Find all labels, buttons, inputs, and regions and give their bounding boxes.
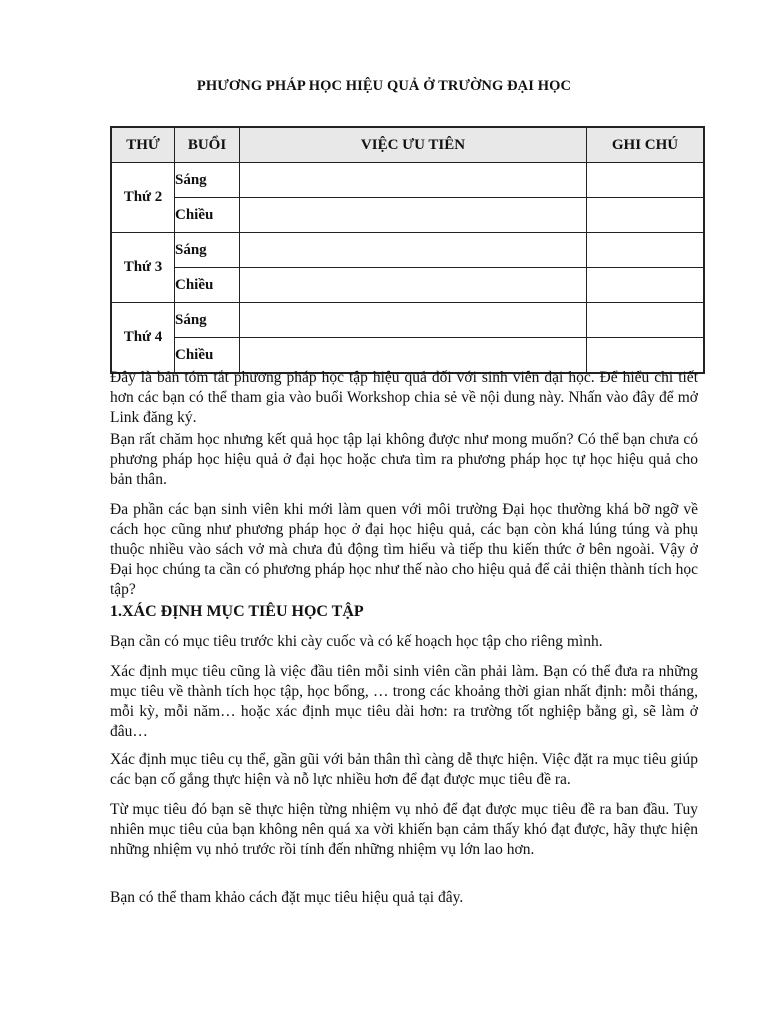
priority-cell bbox=[240, 163, 587, 198]
goal-paragraph-5: Bạn có thể tham khảo cách đặt mục tiêu hiệu quả tại đây. bbox=[110, 889, 464, 906]
goal-paragraph-4: Từ mục tiêu đó bạn sẽ thực hiện từng nhiệm vụ nhỏ để đạt được mục tiêu đề ra ban đầu. Tuy nhiên mục tiêu của bạn không nên quá xa vời khiến bạn cảm thấy khó đạt được, hãy thực hiện những nhiệm vụ nhỏ trước rồi tính đến những nhiệm vụ lớn lao hơn. bbox=[110, 801, 698, 858]
section-heading: 1.XÁC ĐỊNH MỤC TIÊU HỌC TẬP bbox=[110, 603, 364, 620]
note-cell bbox=[587, 303, 705, 338]
session-cell: Sáng bbox=[175, 233, 240, 268]
schedule-table bbox=[110, 126, 705, 374]
day-cell: Thứ 2 bbox=[111, 163, 175, 233]
context-paragraph: Đa phần các bạn sinh viên khi mới làm quen với môi trường Đại học thường khá bỡ ngỡ về cách học cũng như phương pháp học ở đại học hiệu quả, các bạn còn khá lúng túng và phụ thuộc nhiều vào sách vở mà chưa đủ động tìm hiểu và tiếp thu kiến thức ở bên ngoài. Vậy ở Đại học chúng ta cần có phương pháp học như thế nào cho hiệu quả để cải thiện thành tích học tập? bbox=[110, 501, 698, 598]
note-cell bbox=[587, 198, 705, 233]
priority-cell bbox=[240, 198, 587, 233]
document-title: PHƯƠNG PHÁP HỌC HIỆU QUẢ Ở TRƯỜNG ĐẠI HỌC bbox=[196, 78, 572, 94]
table-row bbox=[111, 163, 704, 198]
header-note: GHI CHÚ bbox=[587, 127, 705, 163]
table-row bbox=[111, 268, 704, 303]
day-cell: Thứ 4 bbox=[111, 303, 175, 374]
priority-cell bbox=[240, 233, 587, 268]
day-cell: Thứ 3 bbox=[111, 233, 175, 303]
table-row bbox=[111, 233, 704, 268]
goal-paragraph-1: Bạn cần có mục tiêu trước khi cày cuốc và có kế hoạch học tập cho riêng mình. bbox=[110, 633, 603, 650]
session-cell: Chiều bbox=[175, 338, 240, 374]
note-cell bbox=[587, 268, 705, 303]
question-paragraph: Bạn rất chăm học nhưng kết quả học tập lại không được như mong muốn? Có thể bạn chưa có phương pháp học hiệu quả ở đại học hoặc chưa tìm ra phương pháp học tự học hiệu quả cho bản thân. bbox=[110, 431, 698, 488]
header-session: BUỔI bbox=[175, 127, 240, 163]
table-row bbox=[111, 303, 704, 338]
intro-paragraph: Đây là bản tóm tắt phương pháp học tập hiệu quả đối với sinh viên đại học. Để hiểu chi tiết hơn các bạn có thể tham gia vào buổi Workshop chia sẻ về nội dung này. Nhấn vào đây để mở Link đăng ký. bbox=[110, 369, 698, 426]
header-priority-task: VIỆC ƯU TIÊN bbox=[240, 127, 587, 163]
priority-cell bbox=[240, 268, 587, 303]
goal-paragraph-3: Xác định mục tiêu cụ thể, gần gũi với bản thân thì càng dễ thực hiện. Việc đặt ra mục tiêu giúp các bạn cố gắng thực hiện và nỗ lực nhiều hơn để đạt được mục tiêu đề ra. bbox=[110, 751, 698, 788]
session-cell: Chiều bbox=[175, 268, 240, 303]
note-cell bbox=[587, 163, 705, 198]
session-cell: Sáng bbox=[175, 163, 240, 198]
goal-paragraph-2: Xác định mục tiêu cũng là việc đầu tiên mỗi sinh viên cần phải làm. Bạn có thể đưa ra những mục tiêu về thành tích học tập, học bổng, … trong các khoảng thời gian nhất định: mỗi tháng, mỗi kỳ, mỗi năm… hoặc xác định mục tiêu dài hơn: ra trường tốt nghiệp bằng gì, sẽ làm ở đâu… bbox=[110, 663, 698, 740]
table-header-row bbox=[111, 127, 704, 163]
priority-cell bbox=[240, 303, 587, 338]
session-cell: Sáng bbox=[175, 303, 240, 338]
table-row bbox=[111, 198, 704, 233]
note-cell bbox=[587, 233, 705, 268]
header-day: THỨ bbox=[111, 127, 175, 163]
session-cell: Chiều bbox=[175, 198, 240, 233]
